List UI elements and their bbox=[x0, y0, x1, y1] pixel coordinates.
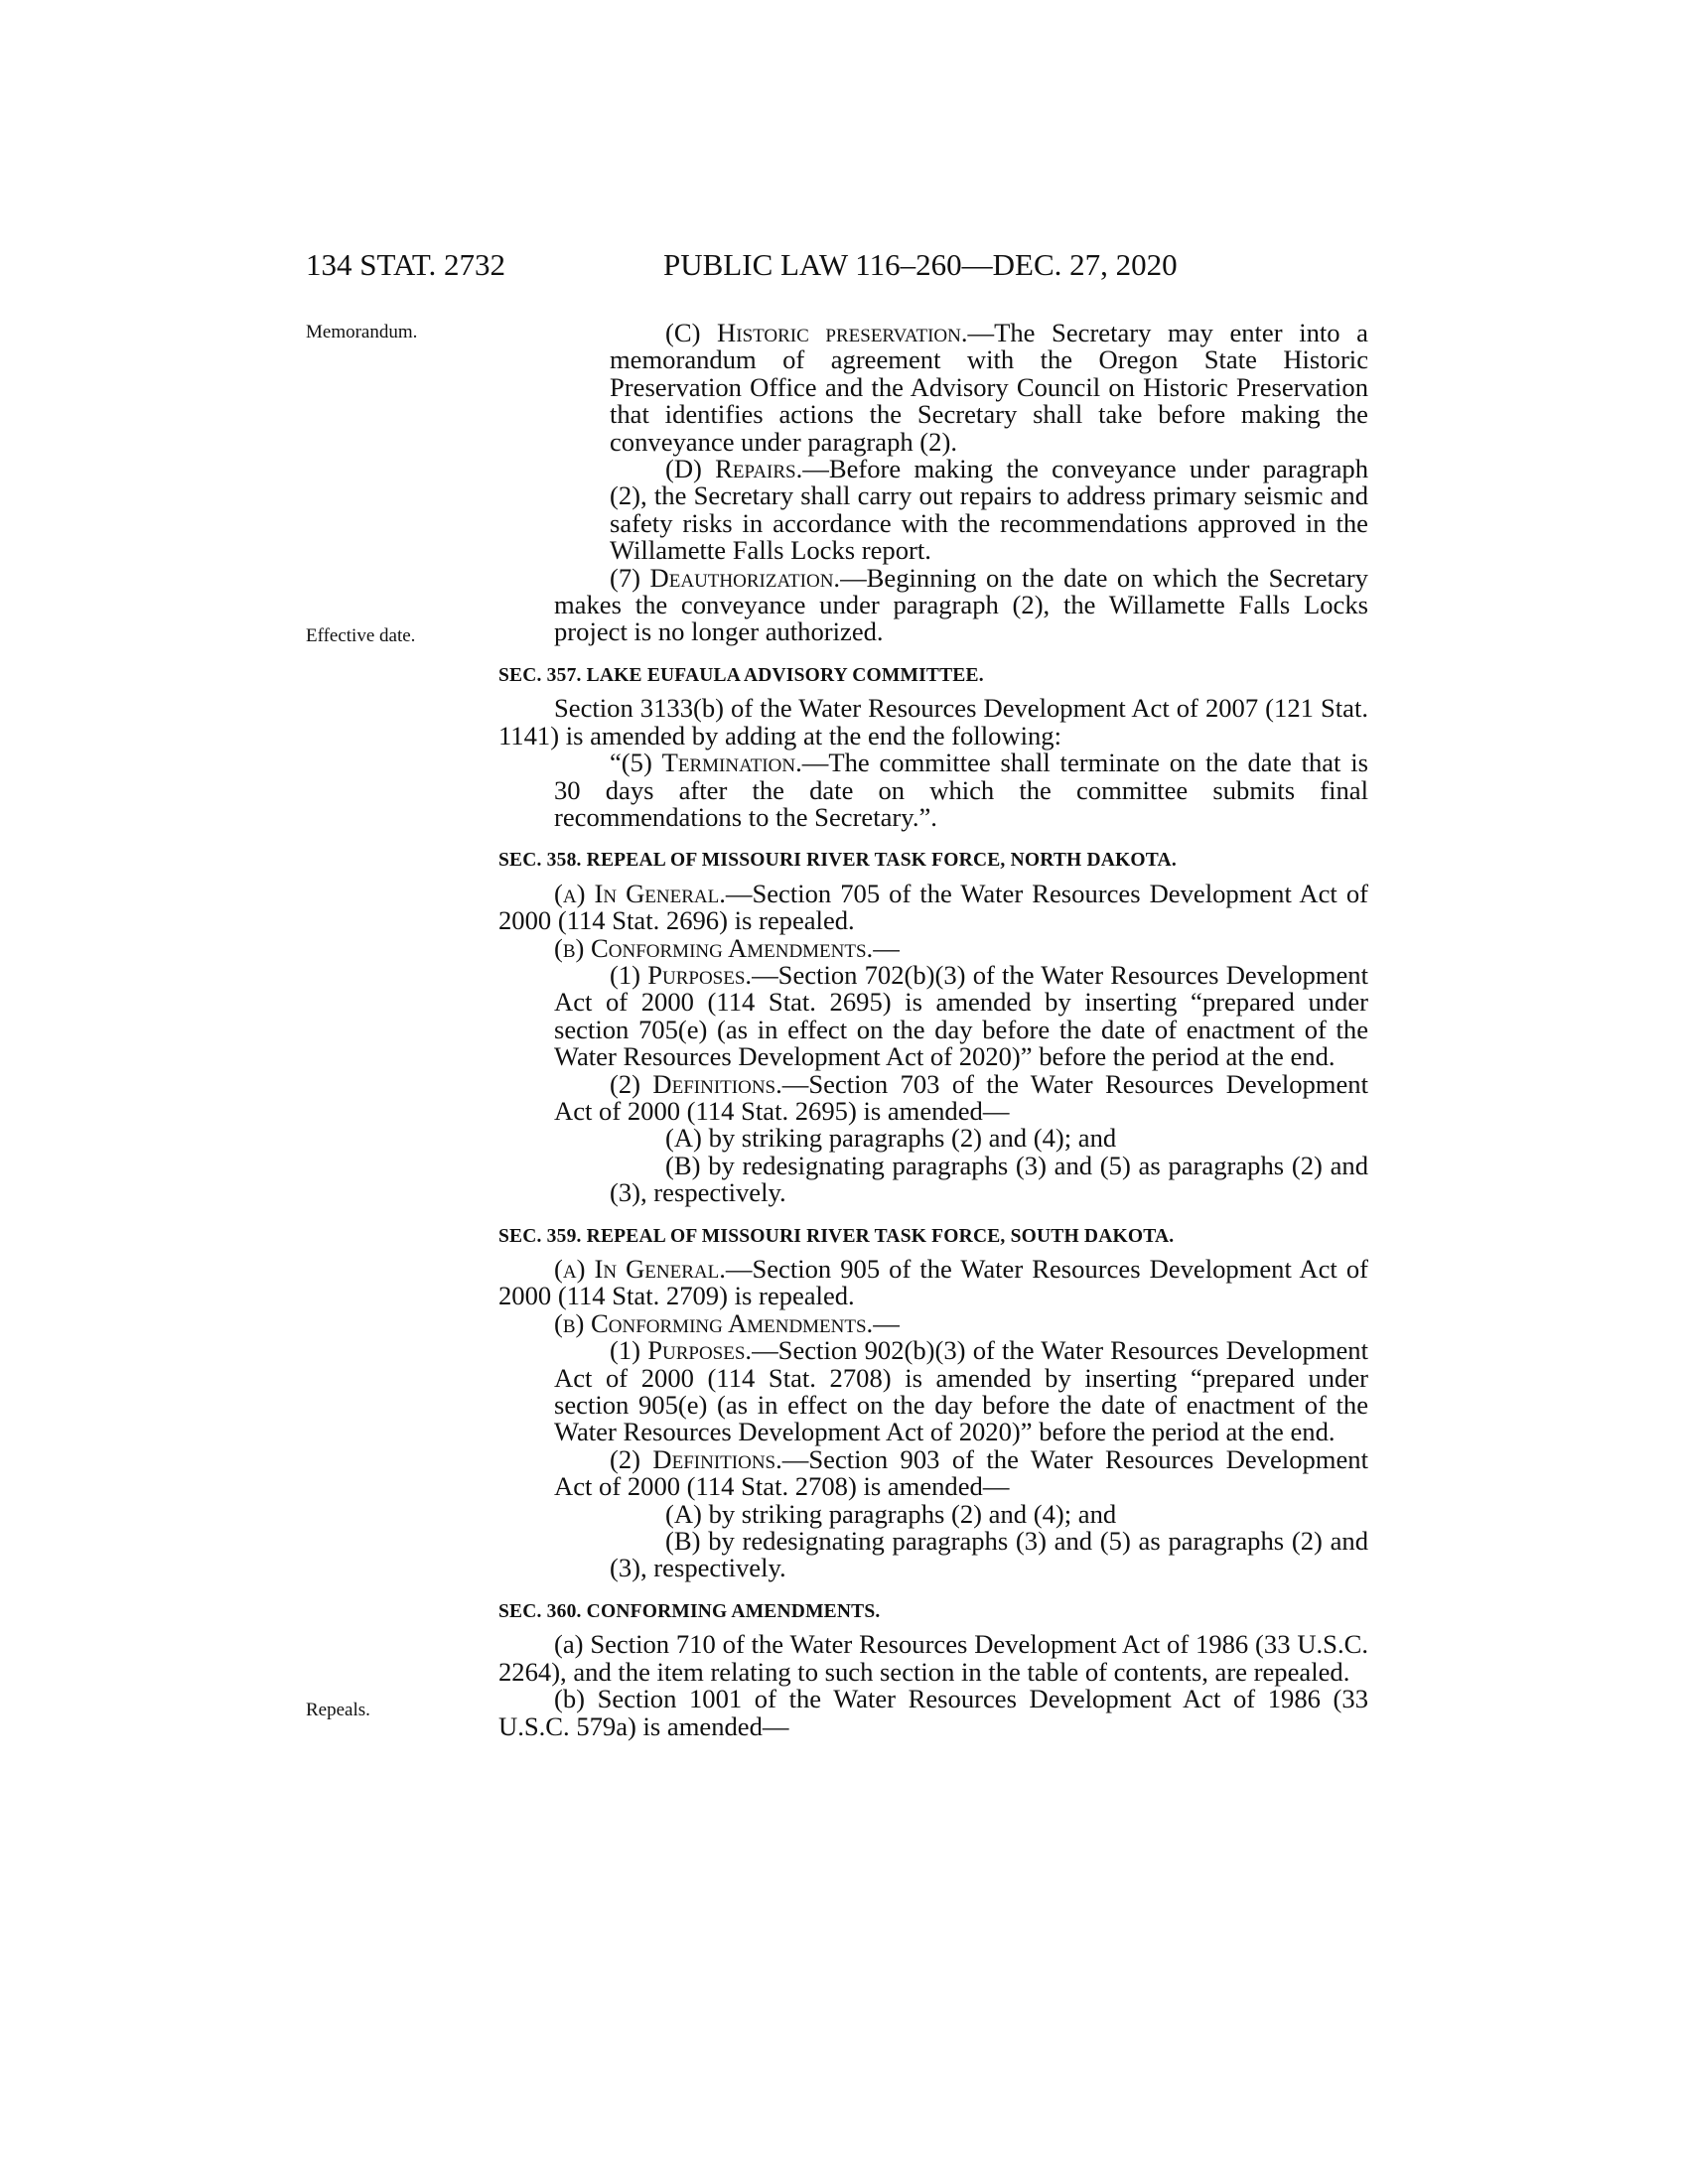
section-360-a: (a) Section 710 of the Water Resources Development Act of 1986 (33 U.S.C. 2264), and the item relating to such section in the table of contents, are repealed. bbox=[498, 1629, 1368, 1687]
margin-note-repeals: Repeals. bbox=[306, 1700, 370, 1720]
section-357-quoted-paragraph bbox=[498, 750, 1368, 831]
public-law-title: PUBLIC LAW 116–260—DEC. 27, 2020 bbox=[663, 247, 1178, 282]
quote-open: “(5) bbox=[610, 748, 662, 778]
section-359-b2b: (B) by redesignating paragraphs (3) and (5) as paragraphs (2) and (3), respectively. bbox=[610, 1526, 1368, 1583]
section-360-b: (b) Section 1001 of the Water Resources Development Act of 1986 (33 U.S.C. 579a) is amended— bbox=[498, 1684, 1368, 1741]
paragraph-text: — bbox=[873, 1307, 900, 1338]
paragraph-heading: (1) Purposes. bbox=[610, 959, 753, 990]
section-358-a bbox=[498, 878, 1368, 936]
section-359-b1 bbox=[498, 1337, 1368, 1446]
paragraph-text: —Section 902(b)(3) of the Water Resources Development Act of 2000 (114 Stat. 2708) is amended by inserting “prepared under section 905(e) (as in effect on the day before the date of enactment of the Water Resources Development Act of 2020)” before the period at the end. bbox=[554, 1335, 1368, 1447]
paragraph-text: —Section 705 of the Water Resources Development Act of 2000 (114 Stat. 2696) is repealed. bbox=[498, 878, 1368, 936]
paragraph-heading: (2) Definitions. bbox=[610, 1068, 782, 1099]
document-body bbox=[498, 320, 1368, 1740]
paragraph-d-repairs bbox=[498, 456, 1368, 565]
section-357-text: Section 3133(b) of the Water Resources Development Act of 2007 (121 Stat. 1141) is amended by adding at the end the following: bbox=[498, 693, 1368, 751]
paragraph-text: —The committee shall terminate on the date that is 30 days after the date on which the committee submits final recommendations to the Secretary.”. bbox=[554, 748, 1368, 832]
paragraph-heading: (C) Historic preservation. bbox=[665, 318, 968, 347]
paragraph-heading: (1) Purposes. bbox=[610, 1335, 753, 1366]
paragraph-heading: Termination. bbox=[661, 748, 802, 778]
paragraph-heading: (7) Deauthorization. bbox=[610, 562, 841, 593]
paragraph-heading: (D) Repairs. bbox=[665, 454, 803, 484]
section-358-b2b: (B) by redesignating paragraphs (3) and (5) as paragraphs (2) and (3), respectively. bbox=[610, 1150, 1368, 1208]
paragraph-text: —Before making the conveyance under paragraph (2), the Secretary shall carry out repairs to address primary seismic and safety risks in accordance with the recommendations approved in the Willamette Falls Locks report. bbox=[610, 454, 1369, 566]
stat-citation: 134 STAT. 2732 bbox=[306, 247, 506, 282]
section-358-title: SEC. 358. REPEAL OF MISSOURI RIVER TASK FORCE, NORTH DAKOTA. bbox=[498, 850, 1177, 872]
paragraph-heading: (b) Conforming Amendments. bbox=[554, 932, 874, 963]
section-359-title: SEC. 359. REPEAL OF MISSOURI RIVER TASK FORCE, SOUTH DAKOTA. bbox=[498, 1225, 1175, 1247]
section-358-b bbox=[498, 932, 1368, 963]
paragraph-heading: (2) Definitions. bbox=[610, 1443, 782, 1474]
paragraph-text: —The Secretary may enter into a memorandum of agreement with the Oregon State Historic Preservation Office and the Advisory Council on Historic Preservation that identifies actions the Secretary shall take before making the conveyance under paragraph (2). bbox=[610, 318, 1368, 457]
margin-note-effective-date: Effective date. bbox=[306, 625, 416, 646]
paragraph-text: —Section 905 of the Water Resources Development Act of 2000 (114 Stat. 2709) is repealed. bbox=[498, 1254, 1368, 1311]
paragraph-c-historic-preservation bbox=[498, 320, 1368, 456]
section-359-a bbox=[498, 1256, 1368, 1310]
section-359-b bbox=[498, 1307, 1368, 1338]
section-358-b1 bbox=[498, 959, 1368, 1072]
section-357-title: SEC. 357. LAKE EUFAULA ADVISORY COMMITTEE. bbox=[498, 664, 984, 686]
margin-note-memorandum: Memorandum. bbox=[306, 322, 418, 342]
section-359-b2a: (A) by striking paragraphs (2) and (4); and bbox=[665, 1498, 1117, 1529]
paragraph-text: —Section 903 of the Water Resources Development Act of 2000 (114 Stat. 2708) is amended— bbox=[554, 1443, 1368, 1502]
section-358-b2 bbox=[498, 1068, 1368, 1126]
section-359-b2 bbox=[498, 1443, 1368, 1502]
section-358-b2a: (A) by striking paragraphs (2) and (4); and bbox=[665, 1123, 1117, 1154]
paragraph-text: —Section 703 of the Water Resources Development Act of 2000 (114 Stat. 2695) is amended— bbox=[554, 1068, 1368, 1126]
paragraph-text: —Beginning on the date on which the Secretary makes the conveyance under paragraph (2), the Willamette Falls Locks project is no longer authorized. bbox=[554, 562, 1368, 647]
paragraph-text: — bbox=[873, 932, 900, 963]
page-header bbox=[306, 247, 1358, 287]
paragraph-text: —Section 702(b)(3) of the Water Resources Development Act of 2000 (114 Stat. 2695) is amended by inserting “prepared under section 705(e) (as in effect on the day before the date of enactment of the Water Resources Development Act of 2020)” before the period at the end. bbox=[554, 959, 1368, 1072]
paragraph-heading: (a) In General. bbox=[554, 1254, 726, 1284]
section-360-title: SEC. 360. CONFORMING AMENDMENTS. bbox=[498, 1600, 881, 1622]
paragraph-heading: (a) In General. bbox=[554, 878, 726, 908]
paragraph-heading: (b) Conforming Amendments. bbox=[554, 1307, 874, 1338]
paragraph-7-deauthorization bbox=[498, 562, 1368, 647]
